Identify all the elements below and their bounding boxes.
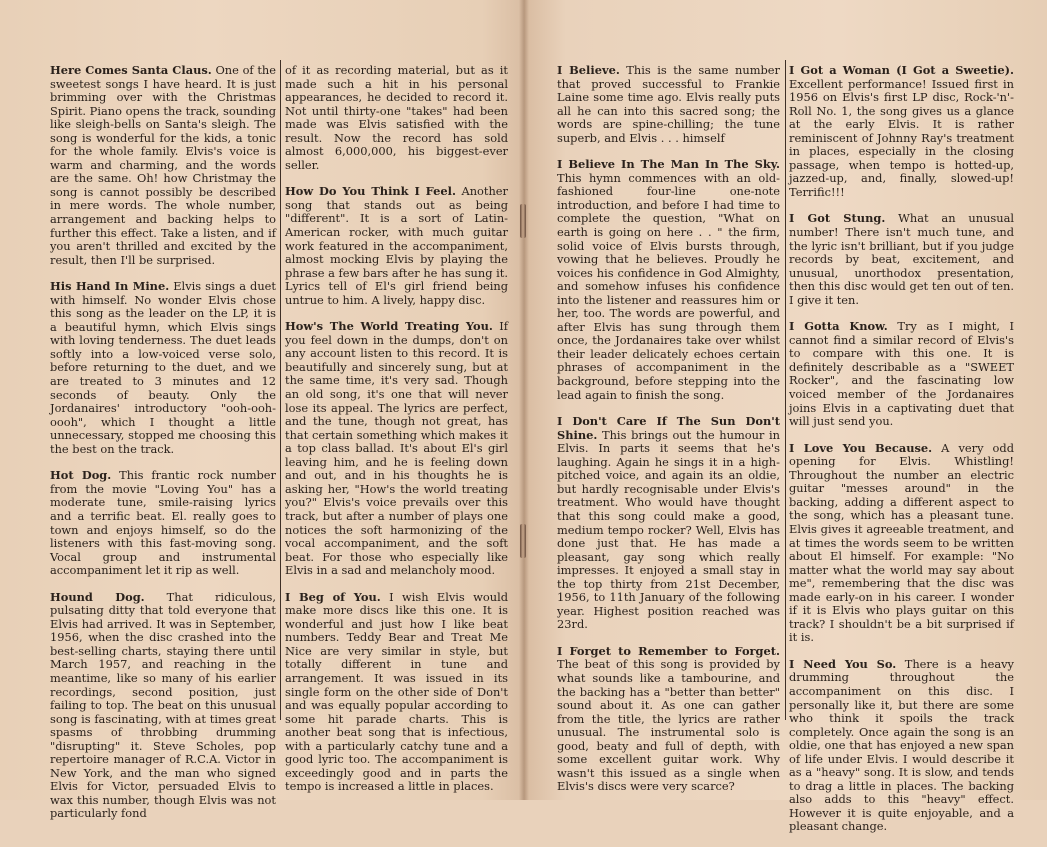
entry-body: I wish Elvis would make more discs like this one. It is wonderful and just how I like beat numbers. Teddy Bear and Treat Me Nice are very similar in style, but totally different in tune and arrangement. It was issued in its single form on the other side of Don't and was equally popular according to some hit parade charts. This is another beat song that is infectious, with a particularly catchy tune and a good lyric too. The accompaniment is exceedingly good and in parts the tempo is increased a little in places.	[285, 589, 509, 794]
entry-body: This hymn commences with an old-fashioned four-line one-note introduction, and before I had time to complete the question, "What on earth is going on here . . " the firm, solid voice of Elvis bursts through, vowing that he believes. Proudly he voices his confidence in God Almighty, and somehow infuses his confidence into the listener and reassures him or her, too. The words are powerful, and after Elvis has sung through them once, the Jordanaires take over whilst their leader delicately echoes certain phrases of accompaniment in the background, before stepping into the lead again to finish the song.	[557, 170, 780, 402]
entry-title: How's The World Treating You.	[285, 319, 493, 334]
entry	[285, 591, 508, 794]
entry-title: I Got a Woman (I Got a Sweetie).	[789, 63, 1014, 77]
entry-title: I Believe.	[557, 63, 620, 77]
entry	[789, 320, 1014, 428]
entry-title: Hot Dog.	[50, 468, 112, 483]
entry	[50, 64, 276, 267]
entry	[50, 280, 276, 456]
entry	[557, 158, 780, 402]
entry-body: of it as recording material, but as it made such a hit in his personal appearances, he decided to record it. Not until thirty-one "takes" had been made was Elvis satisfied with the result. Now the record has sold almost 6,000,000, his biggest-ever seller.	[285, 63, 508, 172]
entry-title: I Believe In The Man In The Sky.	[557, 157, 780, 172]
entry	[557, 415, 780, 632]
entry-body: This is the same number that proved successful to Frankie Laine some time ago. Elvis really puts all he can into this sacred song; the words are spine-chilling; the tune superb, and Elvis . . . himself	[557, 63, 780, 145]
entry-body: What an unusual number! There isn't much tune, and the lyric isn't brilliant, but if you judge records by beat, excitement, and unusual, unorthodox presentation, then this disc would get ten out of ten. I give it ten.	[789, 211, 1015, 307]
entry-body: A very odd opening for Elvis. Whistling! Throughout the number an electric guitar "messes around" in the backing, adding a different aspect to the song, which has a pleasant tune. Elvis gives it agreeable treatment, and at times the words seem to be written about El himself. For example: "No matter what the world may say about me", remembering that the disc was made early-on in his career. I wonder if it is Elvis who plays guitar on this track? I shouldn't be a bit surprised if it is.	[789, 440, 1014, 645]
entry-title: Here Comes Santa Claus.	[50, 63, 212, 77]
column-1	[50, 64, 276, 834]
entry	[557, 64, 780, 145]
entry-body: Another song that stands out as being "different". It is a sort of Latin-American rocker, with much guitar work featured in the accompaniment, almost mocking Elvis by playing the phrase a few bars after he has sung it. Lyrics tell of El's girl friend being untrue to him. A lively, happy disc.	[285, 184, 508, 307]
column-3	[557, 64, 780, 807]
entry-body: That ridiculous, pulsating ditty that told everyone that Elvis had arrived. It was in September, 1956, when the disc crashed into the best-selling charts, staying there until March 1957, and reaching in the meantime, like so many of his earlier recordings, second position, just failing to top. The beat on this unusual song is fascinating, with at times great spasms of throbbing drumming "disrupting" it. Steve Scholes, pop repertoire manager of R.C.A. Victor in New York, and the man who signed Elvis for Victor, persuaded Elvis to wax this number, though Elvis was not particularly fond	[50, 589, 277, 821]
entry-title: I Beg of You.	[285, 589, 381, 604]
entry-title: I Need You So.	[789, 656, 897, 671]
entry-body: One of the sweetest songs I have heard. It is just brimming over with the Christmas Spirit. Piano opens the track, sounding like sleigh-bells on Santa's sleigh. The song is wonderful for the kids, a tonic for the whole family. Elvis's voice is warm and charming, and the words are the same. Oh! how Christmay the song is cannot possibly be described in mere words. The whole number, arrangement and backing helps to further this effect. Take a listen, and if you aren't thrilled and excited by the result, then I'll be surprised.	[50, 63, 276, 267]
entry-title: I Got Stung.	[789, 211, 886, 226]
entry-body: Elvis sings a duet with himself. No wonder Elvis chose this song as the leader on the LP, it is a beautiful hymn, which Elvis sings with loving tenderness. The duet leads softly into a low-voiced verse solo, before returning to the duet, and we are treated to 3 minutes and 12 seconds of beauty. Only the Jordanaires' introductory "ooh-ooh-oooh", which I thought a little unnecessary, stopped me choosing this the best on the track.	[50, 279, 277, 456]
book-gutter	[519, 0, 529, 800]
entry-body: Excellent performance! Issued first in 1956 on Elvis's first LP disc, Rock-'n'-Roll No. 1, the song gives us a glance at the early Elvis. It is rather reminiscent of Johnny Ray's treatment in places, especially in the closing passage, when tempo is hotted-up, jazzed-up, and, finally, slowed-up! Terrific!!!	[789, 76, 1014, 199]
entry-title: I Forget to Remember to Forget.	[557, 643, 780, 658]
entry-title: I Don't Care If The Sun Don't Shine.	[557, 414, 780, 442]
entry-title: I Gotta Know.	[789, 319, 888, 334]
staple-bottom	[520, 524, 526, 558]
entry-title: How Do You Think I Feel.	[285, 184, 456, 199]
entry-title: His Hand In Mine.	[50, 279, 170, 294]
entry-title: I Love You Because.	[789, 440, 933, 455]
column-divider-right	[785, 60, 786, 720]
entry-body: This brings out the humour in Elvis. In parts it seems that he's laughing. Again he sings it in a high-pitched voice, and again its an oldie, but hardly recognisable under Elvis's treatment. Who would have thought that this song could make a good, medium tempo rocker? Well, Elvis has done just that. He has made a pleasant, gay song which really impresses. It enjoyed a small stay in the top thirty from 21st December, 1956, to 11th January of the following year. Highest position reached was 23rd.	[557, 427, 780, 632]
entry-body: Try as I might, I cannot find a similar record of Elvis's to compare with this one. It is definitely describable as a "SWEET Rocker", and the fascinating low voiced member of the Jordanaires joins Elvis in a captivating duet that will just send you.	[789, 319, 1014, 429]
entry	[50, 591, 276, 821]
entry	[789, 64, 1014, 199]
entry	[789, 658, 1014, 834]
entry-body: If you feel down in the dumps, don't on any account listen to this record. It is beautifully and sincerely sung, but at the same time, it's very sad. Though an old song, it's one that will never lose its appeal. The lyrics are perfect, and the tune, though not great, has that certain something which makes it a top class ballad. It's about El's girl leaving him, and he is feeling down and out, and in his thoughts he is asking her, "How's the world treating you?" Elvis's voice prevails over this track, but after a number of plays one notices the soft harmonizing of the vocal accompaniment, and the soft beat. For those who especially like Elvis in a sad and melancholy mood.	[285, 319, 509, 578]
entry-title: Hound Dog.	[50, 589, 145, 604]
column-divider-left	[280, 60, 281, 720]
column-4	[789, 64, 1014, 847]
entry	[285, 320, 508, 577]
entry	[50, 469, 276, 577]
staple-top	[520, 204, 526, 238]
entry-body: This frantic rock number from the movie "Loving You" has a moderate tune, smile-raising lyrics and a terrific beat. El. really goes to town and enjoys himself, so do the listeners with this fast-moving song. Vocal group and instrumental accompaniment let it rip as well.	[50, 468, 276, 578]
entry-body: There is a heavy drumming throughout the accompaniment on this disc. I personally like it, but there are some who think it spoils the track completely. Once again the song is an oldie, one that has enjoyed a new span of life under Elvis. I would describe it as a "heavy" song. It is slow, and tends to drag a little in places. The backing also adds to this "heavy" effect. However it is quite enjoyable, and a pleasant change.	[789, 656, 1014, 834]
entry	[789, 442, 1014, 645]
entry	[285, 64, 508, 172]
entry	[285, 185, 508, 307]
entry-body: The beat of this song is provided by what sounds like a tambourine, and the backing has a "better than better" sound about it. As one can gather from the title, the lyrics are rather unusual. The instrumental solo is good, beaty and full of depth, with some excellent guitar work. Why wasn't this issued as a single when Elvis's discs were very scarce?	[557, 657, 780, 794]
entry	[557, 645, 780, 794]
entry	[789, 212, 1014, 307]
column-2	[285, 64, 508, 807]
